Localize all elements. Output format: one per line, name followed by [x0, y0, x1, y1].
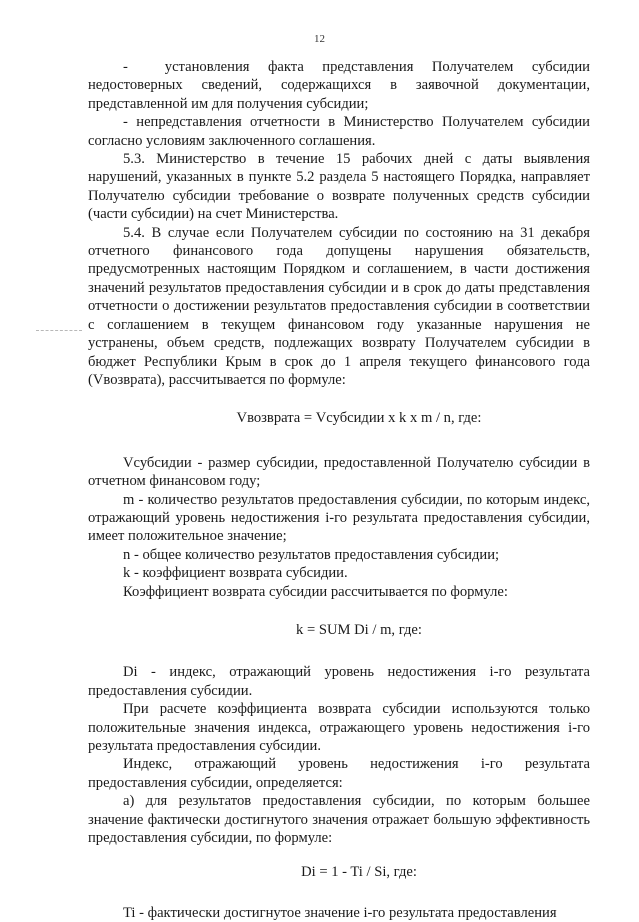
document-body	[88, 58, 590, 922]
formula-refund-volume: Vвозврата = Vсубсидии x k x m / n, где:	[236, 410, 482, 427]
paragraph-def-n: n - общее количество результатов предоставления субсидии;	[123, 546, 500, 563]
page-number: 12	[314, 33, 325, 45]
paragraph-def-ti: Ti - фактически достигнутое значение i-го результата предоставления	[123, 904, 557, 921]
paragraph-clause-5-4: 5.4. В случае если Получателем субсидии по состоянию на 31 декабря отчетного финансового года допущены нарушения обязательств, предусмотренных настоящим Порядком и соглашением, в части достижения значений результатов предоставления субсидии и в срок до даты представления отчетности о достижении результатов предоставления субсидии в соответствии с соглашением в текущем финансовом году указанные нарушения не устранены, объем средств, подлежащих возврату Получателем субсидии в бюджет Республики Крым в срок до 1 апреля текущего финансового года (Vвозврата), рассчитывается по формуле:	[88, 224, 590, 388]
paragraph-item-2: - непредставления отчетности в Министерство Получателем субсидии согласно условиям заключенного соглашения.	[88, 114, 590, 149]
formula-index-di: Di = 1 - Ti / Si, где:	[301, 864, 417, 881]
paragraph-def-v-subsidy: Vсубсидии - размер субсидии, предоставленной Получателю субсидии в отчетном финансовом году;	[88, 454, 590, 490]
paragraph-clause-5-3: 5.3. Министерство в течение 15 рабочих дней с даты выявления нарушений, указанных в пункте 5.2 раздела 5 настоящего Порядка, направляет Получателю субсидии требование о возврате полученных средств субсидии (части субсидии) на счет Министерства.	[88, 151, 590, 223]
paragraph-def-k: k - коэффициент возврата субсидии.	[123, 565, 348, 582]
paragraph-k-formula-intro: Коэффициент возврата субсидии рассчитывается по формуле:	[123, 583, 508, 600]
paragraph-item-1: - установления факта представления Получателем субсидии недостоверных сведений, содержащихся в заявочной документации, представленной им для получения субсидии;	[88, 59, 590, 112]
paragraph-def-m: m - количество результатов предоставления субсидии, по которым индекс, отражающий уровень недостижения i-го результата предоставления субсидии, имеет положительное значение;	[88, 491, 590, 545]
paragraph-positive-values: При расчете коэффициента возврата субсидии используются только положительные значения индекса, отражающего уровень недостижения i-го результата предоставления субсидии.	[88, 701, 590, 754]
paragraph-def-di: Di - индекс, отражающий уровень недостижения i-го результата предоставления субсидии.	[88, 664, 590, 699]
formula-refund-coefficient: k = SUM Di / m, где:	[296, 621, 422, 638]
margin-mark	[36, 330, 82, 331]
paragraph-index-defined: Индекс, отражающий уровень недостижения i-го результата предоставления субсидии, определяется:	[88, 756, 590, 791]
paragraph-case-a: а) для результатов предоставления субсидии, по которым большее значение фактически достигнутого значения отражает большую эффективность предоставления субсидии, по формуле:	[88, 793, 590, 847]
